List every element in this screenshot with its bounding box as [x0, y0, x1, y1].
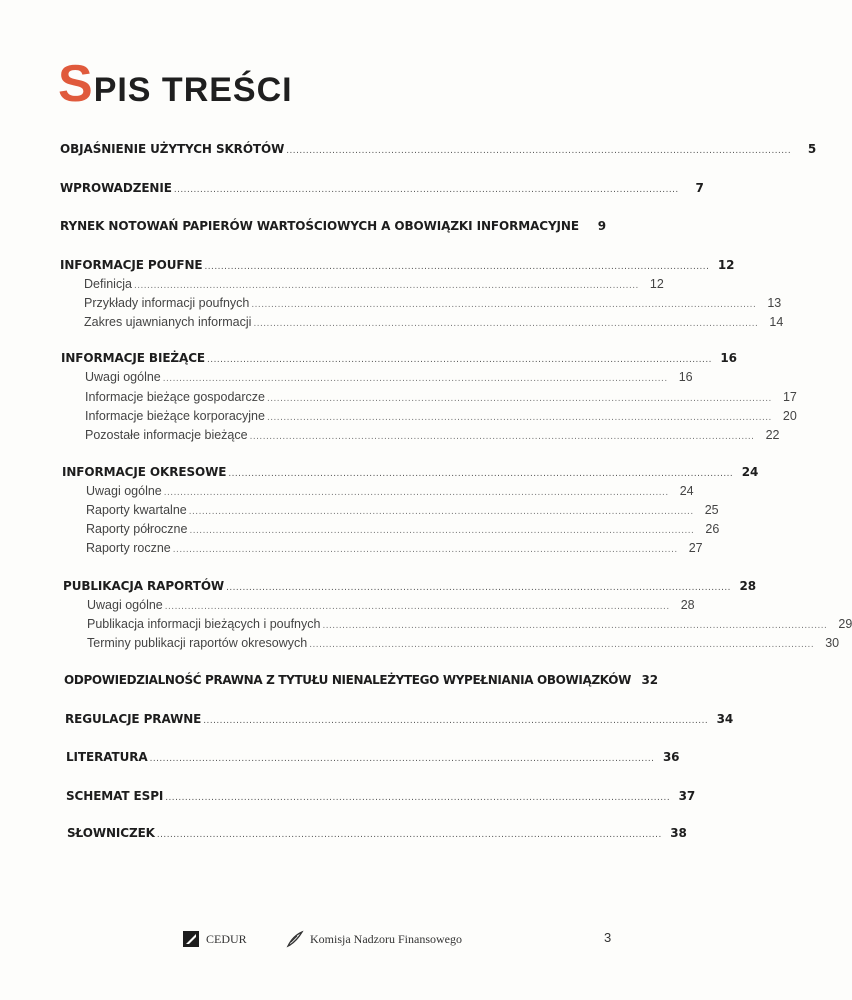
- knf-logo-icon: [286, 930, 304, 948]
- toc-subentry[interactable]: [85, 409, 797, 423]
- leader-dots: ..........................................................................................................................................................: [266, 393, 772, 404]
- toc-entry[interactable]: [63, 579, 756, 593]
- toc-entry[interactable]: [64, 673, 658, 687]
- toc-entry-page: 16: [678, 370, 693, 384]
- toc-subentry[interactable]: [85, 370, 693, 384]
- leader-dots: ..........................................................................................................................................................: [172, 544, 678, 555]
- leader-dots: ..........................................................................................................................................................: [189, 525, 695, 536]
- toc-entry-label: LITERATURA: [66, 750, 148, 764]
- leader-dots: ..........................................................................................................................................................: [149, 753, 655, 764]
- toc-entry-label: PUBLIKACJA RAPORTÓW: [63, 579, 225, 593]
- toc-entry-page: 24: [679, 484, 694, 498]
- toc-entry-page: 28: [680, 598, 695, 612]
- leader-dots: ..........................................................................................................................................................: [173, 184, 679, 195]
- page-title: [58, 55, 293, 116]
- toc-entry-label: Raporty kwartalne: [86, 503, 187, 517]
- cedur-logo: [182, 930, 247, 948]
- toc-entry[interactable]: [60, 258, 735, 272]
- toc-entry-label: Uwagi ogólne: [85, 370, 161, 384]
- toc-entry-label: Definicja: [84, 277, 132, 291]
- cedur-logo-icon: [182, 930, 200, 948]
- title-initial: S: [58, 55, 94, 113]
- leader-dots: ..........................................................................................................................................................: [228, 468, 734, 479]
- toc-entry-page: 12: [717, 258, 735, 272]
- toc-subentry[interactable]: [87, 636, 840, 650]
- toc-entry-page: 20: [782, 409, 797, 423]
- leader-dots: ..........................................................................................................................................................: [203, 715, 709, 726]
- toc-entry-label: Terminy publikacji raportów okresowych: [87, 636, 308, 650]
- toc-entry-label: RYNEK NOTOWAŃ PAPIERÓW WARTOŚCIOWYCH A OBOWIĄZKI INFORMACYJNE: [60, 219, 579, 233]
- leader-dots: ..........................................................................................................................................................: [188, 506, 694, 517]
- toc-entry[interactable]: [65, 712, 734, 726]
- toc-entry[interactable]: [60, 142, 817, 156]
- toc-entry-page: 32: [641, 673, 658, 687]
- toc-entry[interactable]: [62, 465, 759, 479]
- leader-dots: ..........................................................................................................................................................: [253, 318, 759, 329]
- toc-subentry[interactable]: [86, 503, 719, 517]
- page-footer: [0, 928, 636, 952]
- toc-entry-label: OBJAŚNIENIE UŻYTYCH SKRÓTÓW: [60, 142, 285, 156]
- toc-entry-label: INFORMACJE POUFNE: [60, 258, 203, 272]
- toc-entry-label: Pozostałe informacje bieżące: [85, 428, 248, 442]
- toc-entry-page: 27: [688, 541, 703, 555]
- toc-entry-page: 38: [670, 826, 687, 840]
- toc-entry-label: WPROWADZENIE: [60, 181, 172, 195]
- toc-entry-page: 24: [741, 465, 759, 479]
- page-number: 3: [604, 930, 612, 945]
- toc-entry-label: SŁOWNICZEK: [67, 826, 155, 840]
- toc-entry-label: SCHEMAT ESPI: [66, 789, 164, 803]
- leader-dots: ..........................................................................................................................................................: [251, 299, 757, 310]
- toc-entry[interactable]: [61, 351, 737, 365]
- leader-dots: ..........................................................................................................................................................: [164, 601, 670, 612]
- toc-entry-page: 36: [662, 750, 680, 764]
- leader-dots: ..........................................................................................................................................................: [204, 261, 710, 272]
- leader-dots: ..........................................................................................................................................................: [207, 354, 712, 365]
- knf-logo: [286, 930, 462, 948]
- toc-entry-label: Informacje bieżące gospodarcze: [85, 390, 265, 404]
- leader-dots: ..........................................................................................................................................................: [249, 431, 755, 442]
- toc-entry-label: Zakres ujawnianych informacji: [84, 315, 252, 329]
- toc-entry-page: 16: [720, 351, 737, 365]
- toc-entry[interactable]: [66, 750, 680, 764]
- toc-subentry[interactable]: [84, 315, 784, 329]
- toc-entry-page: 12: [649, 277, 664, 291]
- toc-subentry[interactable]: [85, 428, 780, 442]
- leader-dots: ..........................................................................................................................................................: [165, 792, 671, 803]
- toc-subentry[interactable]: [87, 598, 695, 612]
- toc-subentry[interactable]: [86, 522, 720, 536]
- toc-entry-page: 29: [838, 617, 852, 631]
- toc-entry-page: 9: [597, 219, 606, 233]
- title-rest: PIS TREŚCI: [93, 71, 293, 109]
- toc-entry[interactable]: [67, 826, 687, 840]
- leader-dots: ..........................................................................................................................................................: [286, 145, 792, 156]
- leader-dots: ..........................................................................................................................................................: [322, 620, 828, 631]
- toc-entry-page: 7: [695, 181, 704, 195]
- toc-entry-label: REGULACJE PRAWNE: [65, 712, 202, 726]
- toc-entry-label: Informacje bieżące korporacyjne: [85, 409, 265, 423]
- leader-dots: ..........................................................................................................................................................: [226, 582, 731, 593]
- toc-entry[interactable]: [60, 219, 605, 233]
- toc-entry-page: 30: [825, 636, 840, 650]
- toc-entry-label: Przykłady informacji poufnych: [84, 296, 250, 310]
- toc-entry-page: 14: [769, 315, 784, 329]
- toc-entry[interactable]: [66, 789, 696, 803]
- toc-subentry[interactable]: [86, 484, 694, 498]
- toc-entry-page: 17: [782, 390, 797, 404]
- toc-entry-label: Raporty półroczne: [86, 522, 188, 536]
- toc-entry-label: Raporty roczne: [86, 541, 171, 555]
- leader-dots: ..........................................................................................................................................................: [266, 412, 772, 423]
- toc-entry-page: 37: [678, 789, 696, 803]
- toc-entry[interactable]: [60, 181, 704, 195]
- leader-dots: ..........................................................................................................................................................: [163, 487, 669, 498]
- toc-entry-page: 13: [767, 296, 782, 310]
- leader-dots: ..........................................................................................................................................................: [133, 280, 639, 291]
- toc-entry-page: 25: [704, 503, 719, 517]
- toc-subentry[interactable]: [84, 277, 664, 291]
- toc-subentry[interactable]: [84, 296, 782, 310]
- leader-dots: ..........................................................................................................................................................: [162, 373, 668, 384]
- toc-subentry[interactable]: [87, 617, 852, 631]
- toc-subentry[interactable]: [85, 390, 797, 404]
- toc-entry-label: Publikacja informacji bieżących i poufnych: [87, 617, 321, 631]
- leader-dots: ..........................................................................................................................................................: [309, 639, 815, 650]
- toc-entry-label: Uwagi ogólne: [87, 598, 163, 612]
- cedur-logo-text: CEDUR: [206, 931, 247, 946]
- toc-entry-label: INFORMACJE OKRESOWE: [62, 465, 227, 479]
- toc-entry-page: 22: [765, 428, 780, 442]
- toc-entry-page: 34: [716, 712, 734, 726]
- leader-dots: ..........................................................................................................................................................: [156, 829, 662, 840]
- toc-entry-page: 28: [739, 579, 756, 593]
- knf-logo-text: Komisja Nadzoru Finansowego: [310, 931, 462, 946]
- toc-entry-label: Uwagi ogólne: [86, 484, 162, 498]
- toc-entry-label: INFORMACJE BIEŻĄCE: [61, 351, 206, 365]
- toc-entry-label: ODPOWIEDZIALNOŚĆ PRAWNA Z TYTUŁU NIENALEŻYTEGO WYPEŁNIANIA OBOWIĄZKÓW: [64, 673, 631, 687]
- toc-subentry[interactable]: [86, 541, 703, 555]
- toc-entry-page: 5: [807, 142, 817, 156]
- toc-entry-page: 26: [705, 522, 720, 536]
